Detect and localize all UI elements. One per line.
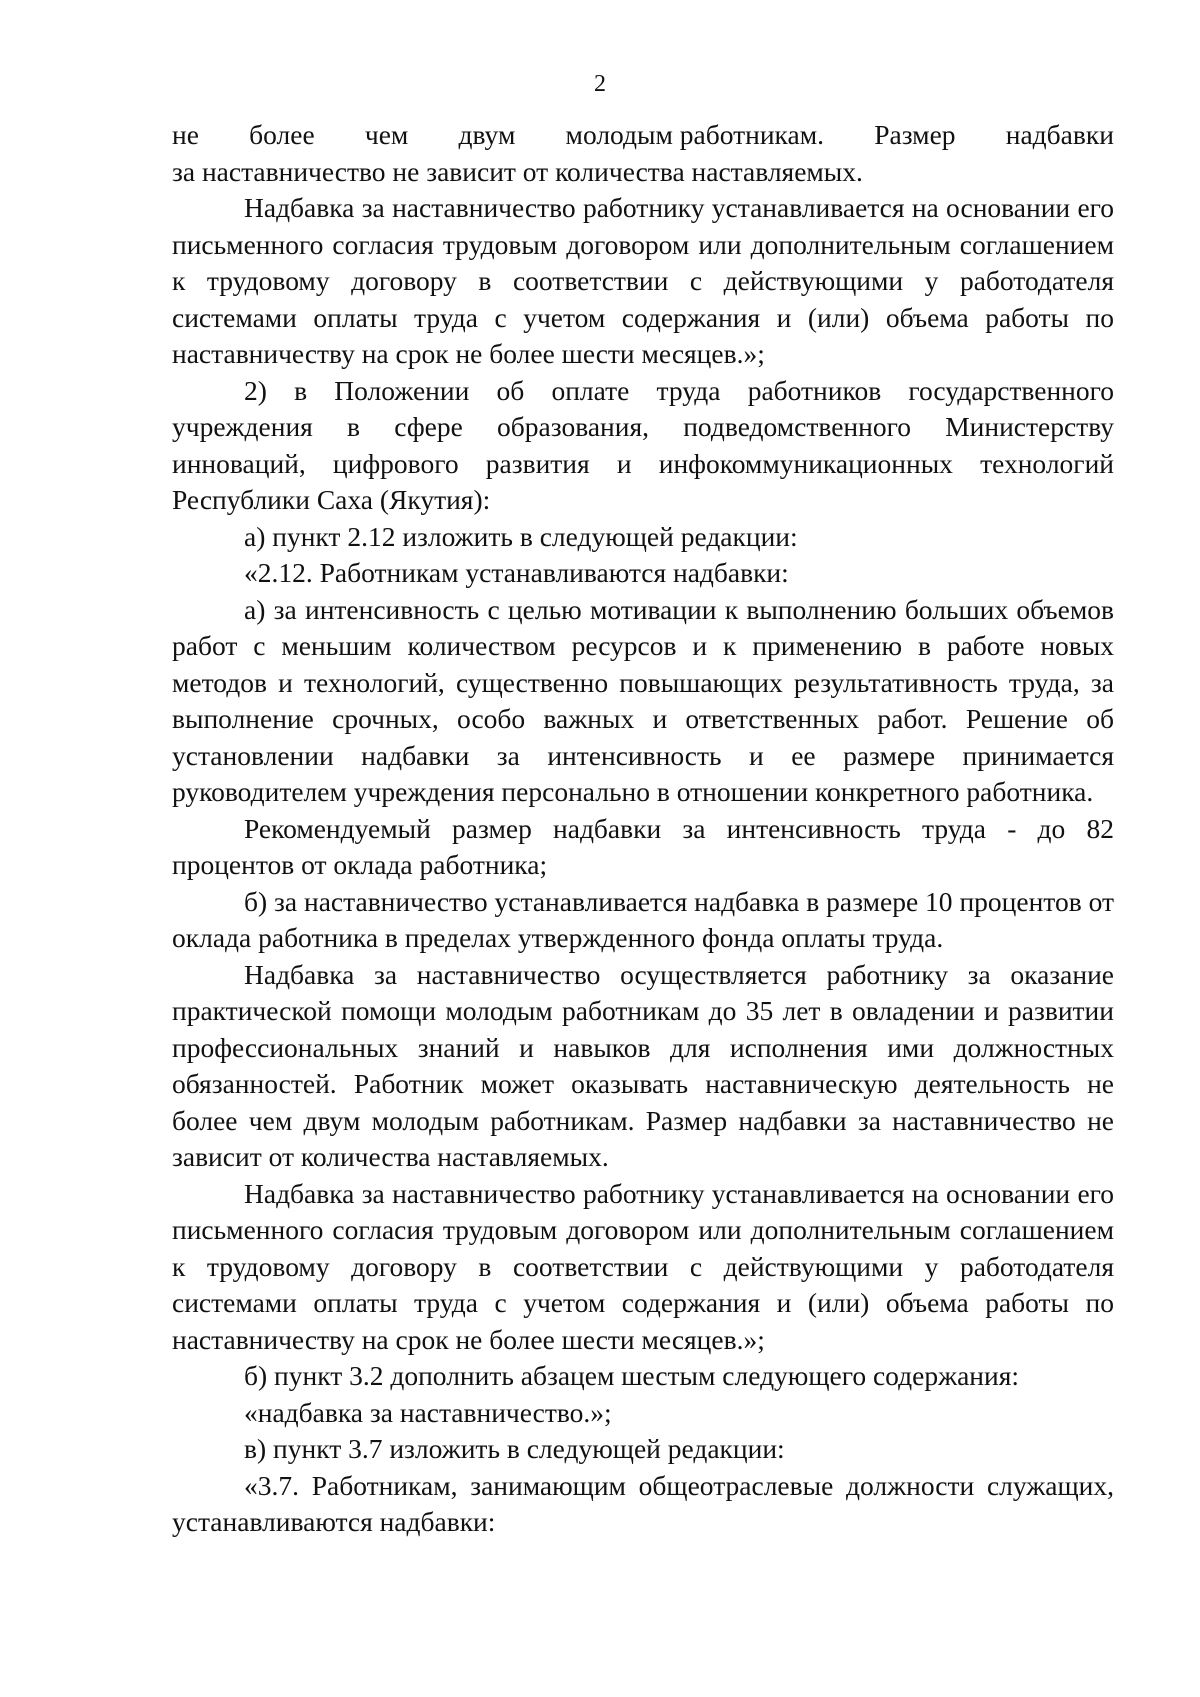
paragraph: «3.7. Работникам, занимающим общеотраслевые должности служащих, устанавливаются надбавки: (172, 1469, 1114, 1537)
paragraph: «надбавка за наставничество.»; (244, 1396, 612, 1428)
continued-paragraph (172, 117, 1114, 190)
paragraph: Надбавка за наставничество работнику устанавливается на основании его письменного согласия трудовым договором или дополнительным соглашением к трудовому договору в соответствии с действующими у работодателя системами оплаты труда с учетом содержания и (или) объема работы по наставничеству на срок не более шести месяцев.»; (172, 1177, 1114, 1355)
page-number: 2 (594, 71, 606, 97)
paragraph-text: за наставничество не зависит от количества наставляемых. (172, 155, 863, 187)
paragraph: б) пункт 3.2 дополнить абзацем шестым следующего содержания: (244, 1360, 1019, 1391)
paragraph: Надбавка за наставничество осуществляется работнику за оказание практической помощи молодым работникам до 35 лет в овладении и развитии профессиональных знаний и навыков для исполнения ими должностных обязанностей. Работник может оказывать наставническую деятельность не более чем двум молодым работникам. Размер надбавки за наставничество не зависит от количества наставляемых. (172, 958, 1114, 1172)
word: не (172, 119, 199, 150)
word: молодым работникам. (565, 119, 824, 150)
paragraph: Надбавка за наставничество работнику устанавливается на основании его письменного согласия трудовым договором или дополнительным соглашением к трудовому договору в соответствии с действующими у работодателя системами оплаты труда с учетом содержания и (или) объема работы по наставничеству на срок не более шести месяцев.»; (172, 192, 1114, 369)
paragraph: а) пункт 2.12 изложить в следующей редакции: (244, 520, 798, 552)
word: надбавки (1005, 119, 1114, 150)
paragraph: «2.12. Работникам устанавливаются надбавки: (244, 557, 789, 588)
first-line (172, 117, 1114, 154)
paragraph: б) за наставничество устанавливается надбавка в размере 10 процентов от оклада работника в пределах утвержденного фонда оплаты труда. (172, 885, 1114, 953)
word: двум (458, 119, 516, 150)
paragraph: а) за интенсивность с целью мотивации к выполнению больших объемов работ с меньшим количеством ресурсов и к применению в работе новых методов и технологий, существенно повышающих результативность труда, за выполнение срочных, особо важных и ответственных работ. Решение об установлении надбавки за интенсивность и ее размере принимается руководителем учреждения персонально в отношении конкретного работника. (172, 593, 1114, 807)
document-body (172, 117, 1114, 1541)
paragraph: в) пункт 3.7 изложить в следующей редакции: (244, 1433, 785, 1464)
word: Размер (874, 119, 956, 150)
paragraph: Рекомендуемый размер надбавки за интенсивность труда - до 82 процентов от оклада работника; (172, 812, 1114, 880)
word: более (249, 119, 315, 150)
word: чем (364, 119, 409, 150)
paragraph: 2) в Положении об оплате труда работников государственного учреждения в сфере образования, подведомственного Министерству инноваций, цифрового развития и инфокоммуникационных технологий Республики Саха (Якутия): (172, 374, 1114, 515)
